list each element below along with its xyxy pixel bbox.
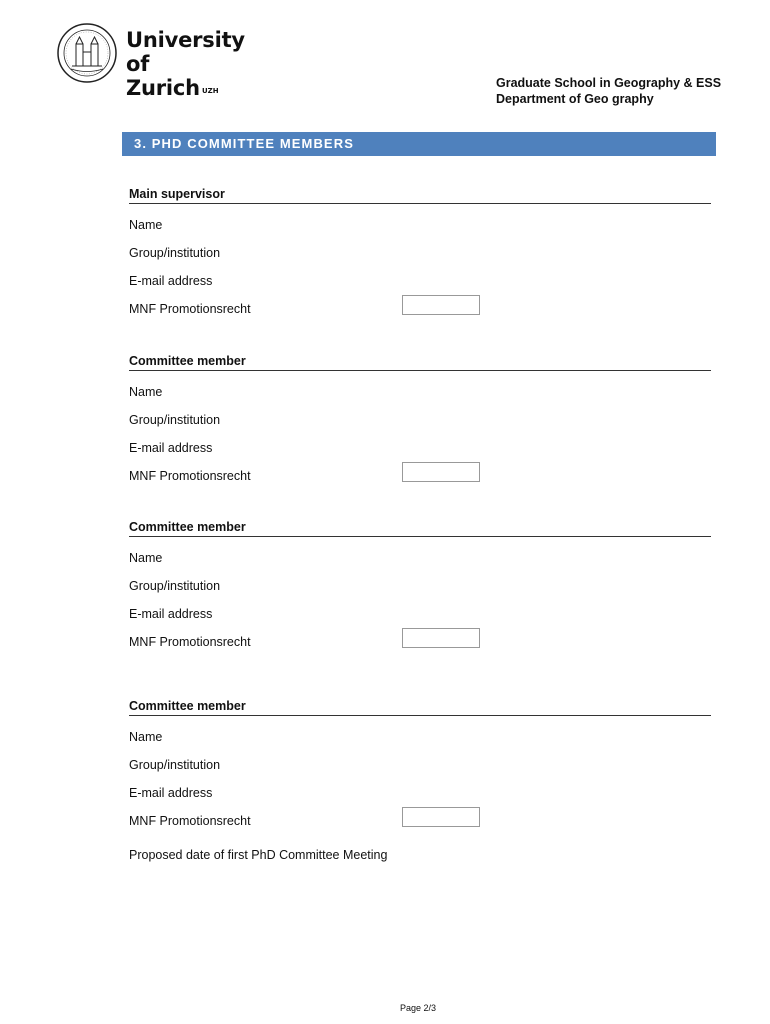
group-institution-field: Group/institution <box>129 579 221 593</box>
promotionsrecht-field: MNF Promotionsrecht <box>129 301 711 329</box>
main-supervisor-block <box>129 186 711 329</box>
block-title: Committee member <box>129 353 711 371</box>
department-line: Department of Geo graphy <box>496 92 654 106</box>
promotionsrecht-input[interactable] <box>402 628 480 648</box>
block-title: Main supervisor <box>129 186 711 204</box>
wordmark-line1: University of <box>126 28 245 76</box>
page-number: Page 2/3 <box>400 1003 437 1013</box>
promotionsrecht-input[interactable] <box>402 462 480 482</box>
promotionsrecht-field: MNF Promotionsrecht <box>129 634 711 662</box>
email-field: E-mail address <box>129 441 213 455</box>
block-title: Committee member <box>129 698 711 716</box>
promotionsrecht-input[interactable] <box>402 807 480 827</box>
name-field: Name <box>129 218 163 232</box>
committee-member-block <box>129 519 711 662</box>
group-institution-field: Group/institution <box>129 413 221 427</box>
university-seal-icon <box>56 22 118 84</box>
uzh-superscript: UZH <box>201 87 219 95</box>
email-field: E-mail address <box>129 274 213 288</box>
name-field: Name <box>129 730 163 744</box>
university-logo <box>56 22 266 100</box>
graduate-school-line: Graduate School in Geography & ESS <box>496 76 722 90</box>
committee-member-block <box>129 353 711 496</box>
university-wordmark <box>126 28 266 100</box>
group-institution-field: Group/institution <box>129 246 221 260</box>
group-institution-field: Group/institution <box>129 758 221 772</box>
block-title: Committee member <box>129 519 711 537</box>
section-title-bar: 3. PHD COMMITTEE MEMBERS <box>122 132 716 156</box>
email-field: E-mail address <box>129 607 213 621</box>
promotionsrecht-input[interactable] <box>402 295 480 315</box>
committee-member-block <box>129 698 711 841</box>
name-field: Name <box>129 385 163 399</box>
promotionsrecht-field: MNF Promotionsrecht <box>129 468 711 496</box>
promotionsrecht-field: MNF Promotionsrecht <box>129 813 711 841</box>
name-field: Name <box>129 551 163 565</box>
wordmark-line2: Zurich $^{UZH}$ <box>126 76 219 100</box>
email-field: E-mail address <box>129 786 213 800</box>
department-header <box>496 75 721 107</box>
proposed-meeting-date-label: Proposed date of first PhD Committee Meeting <box>129 848 388 862</box>
